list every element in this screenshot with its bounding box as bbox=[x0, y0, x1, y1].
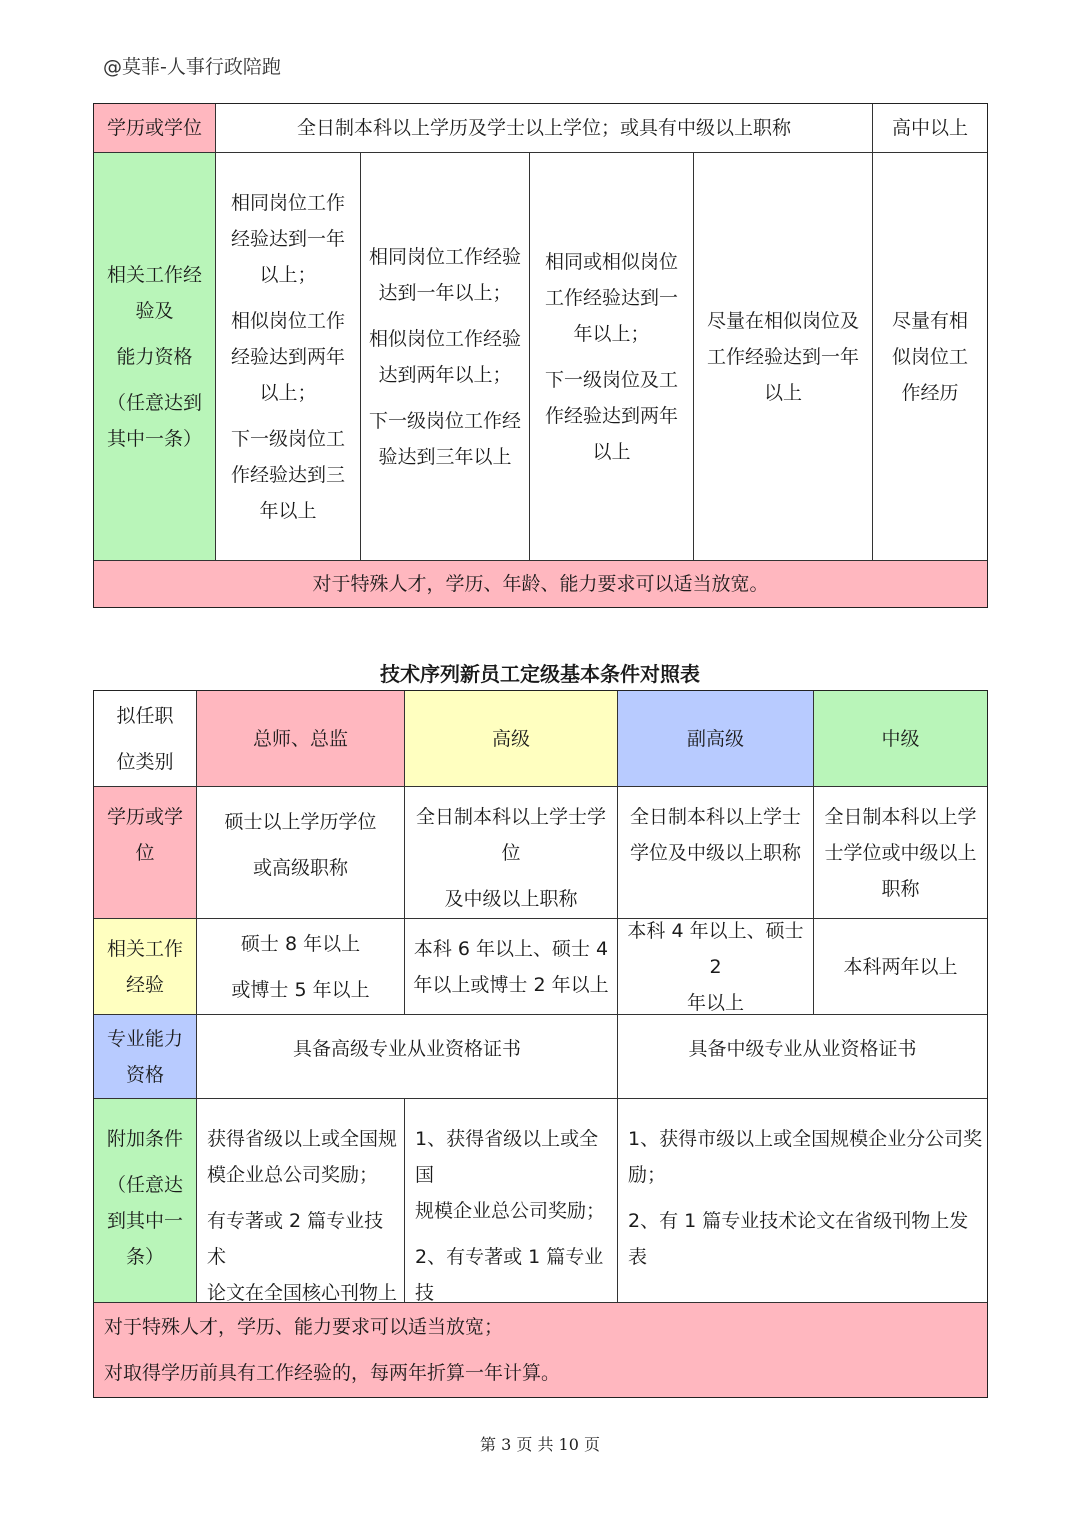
extra-col2: 1、获得省级以上或全国 规模企业总公司奖励； 2、有专著或 1 篇专业技 bbox=[405, 1099, 618, 1303]
exp2-col4: 本科两年以上 bbox=[814, 919, 987, 1015]
exp-col4: 尽量在相似岗位及 工作经验达到一年 以上 bbox=[694, 153, 873, 561]
qual-left: 具备高级专业从业资格证书 bbox=[197, 1015, 618, 1099]
edu-value: 全日制本科以上学历及学士以上学位；或具有中级以上职称 bbox=[216, 104, 873, 153]
edu2-col3: 全日制本科以上学士 学位及中级以上职称 bbox=[618, 787, 814, 919]
edu2-col4: 全日制本科以上学 士学位或中级以上 职称 bbox=[814, 787, 987, 919]
exp-col1: 相同岗位工作 经验达到一年 以上； 相似岗位工作 经验达到两年 以上； 下一级岗位工 作经验达到三 年以上 bbox=[216, 153, 361, 561]
extra-label: 附加条件 （任意达 到其中一 条） bbox=[94, 1099, 197, 1303]
header-col4: 中级 bbox=[814, 691, 987, 787]
exp2-col2: 本科 6 年以上、硕士 4 年以上或博士 2 年以上 bbox=[405, 919, 618, 1015]
header-col2: 高级 bbox=[405, 691, 618, 787]
header-col1: 总师、总监 bbox=[197, 691, 405, 787]
edu-last: 高中以上 bbox=[873, 104, 987, 153]
table-2-title: 技术序列新员工定级基本条件对照表 bbox=[380, 662, 700, 686]
exp-label: 相关工作经 验及 能力资格 （任意达到 其中一条） bbox=[94, 153, 216, 561]
exp2-col1: 硕士 8 年以上 或博士 5 年以上 bbox=[197, 919, 405, 1015]
exp-col3: 相同或相似岗位 工作经验达到一 年以上； 下一级岗位及工 作经验达到两年 以上 bbox=[530, 153, 694, 561]
edu-label: 学历或学位 bbox=[94, 104, 216, 153]
header-corner: 拟任职 位类别 bbox=[94, 691, 197, 787]
note-2: 对于特殊人才，学历、能力要求可以适当放宽； 对取得学历前具有工作经验的，每两年折算一年计算。 bbox=[94, 1303, 987, 1397]
exp2-label: 相关工作 经验 bbox=[94, 919, 197, 1015]
extra-col1: 获得省级以上或全国规 模企业总公司奖励； 有专著或 2 篇专业技术 论文在全国核心刊物上 bbox=[197, 1099, 405, 1303]
table-2 bbox=[93, 690, 988, 1398]
edu2-col1: 硕士以上学历学位 或高级职称 bbox=[197, 787, 405, 919]
edu2-label: 学历或学 位 bbox=[94, 787, 197, 919]
exp-col5: 尽量有相 似岗位工 作经历 bbox=[873, 153, 987, 561]
qual-label: 专业能力 资格 bbox=[94, 1015, 197, 1099]
table-1 bbox=[93, 103, 988, 608]
note-1: 对于特殊人才，学历、年龄、能力要求可以适当放宽。 bbox=[94, 561, 987, 607]
watermark: @莫菲-人事行政陪跑 bbox=[103, 56, 281, 78]
page-footer: 第 3 页 共 10 页 bbox=[480, 1435, 600, 1454]
header-col3: 副高级 bbox=[618, 691, 814, 787]
exp-col2: 相同岗位工作经验 达到一年以上； 相似岗位工作经验 达到两年以上； 下一级岗位工作经 验达到三年以上 bbox=[361, 153, 530, 561]
qual-right: 具备中级专业从业资格证书 bbox=[618, 1015, 987, 1099]
edu2-col2: 全日制本科以上学士学 位 及中级以上职称 bbox=[405, 787, 618, 919]
exp2-col3: 本科 4 年以上、硕士 2 年以上 bbox=[618, 919, 814, 1015]
extra-col3: 1、获得市级以上或全国规模企业分公司奖 励； 2、有 1 篇专业技术论文在省级刊物上发 表 bbox=[618, 1099, 987, 1303]
